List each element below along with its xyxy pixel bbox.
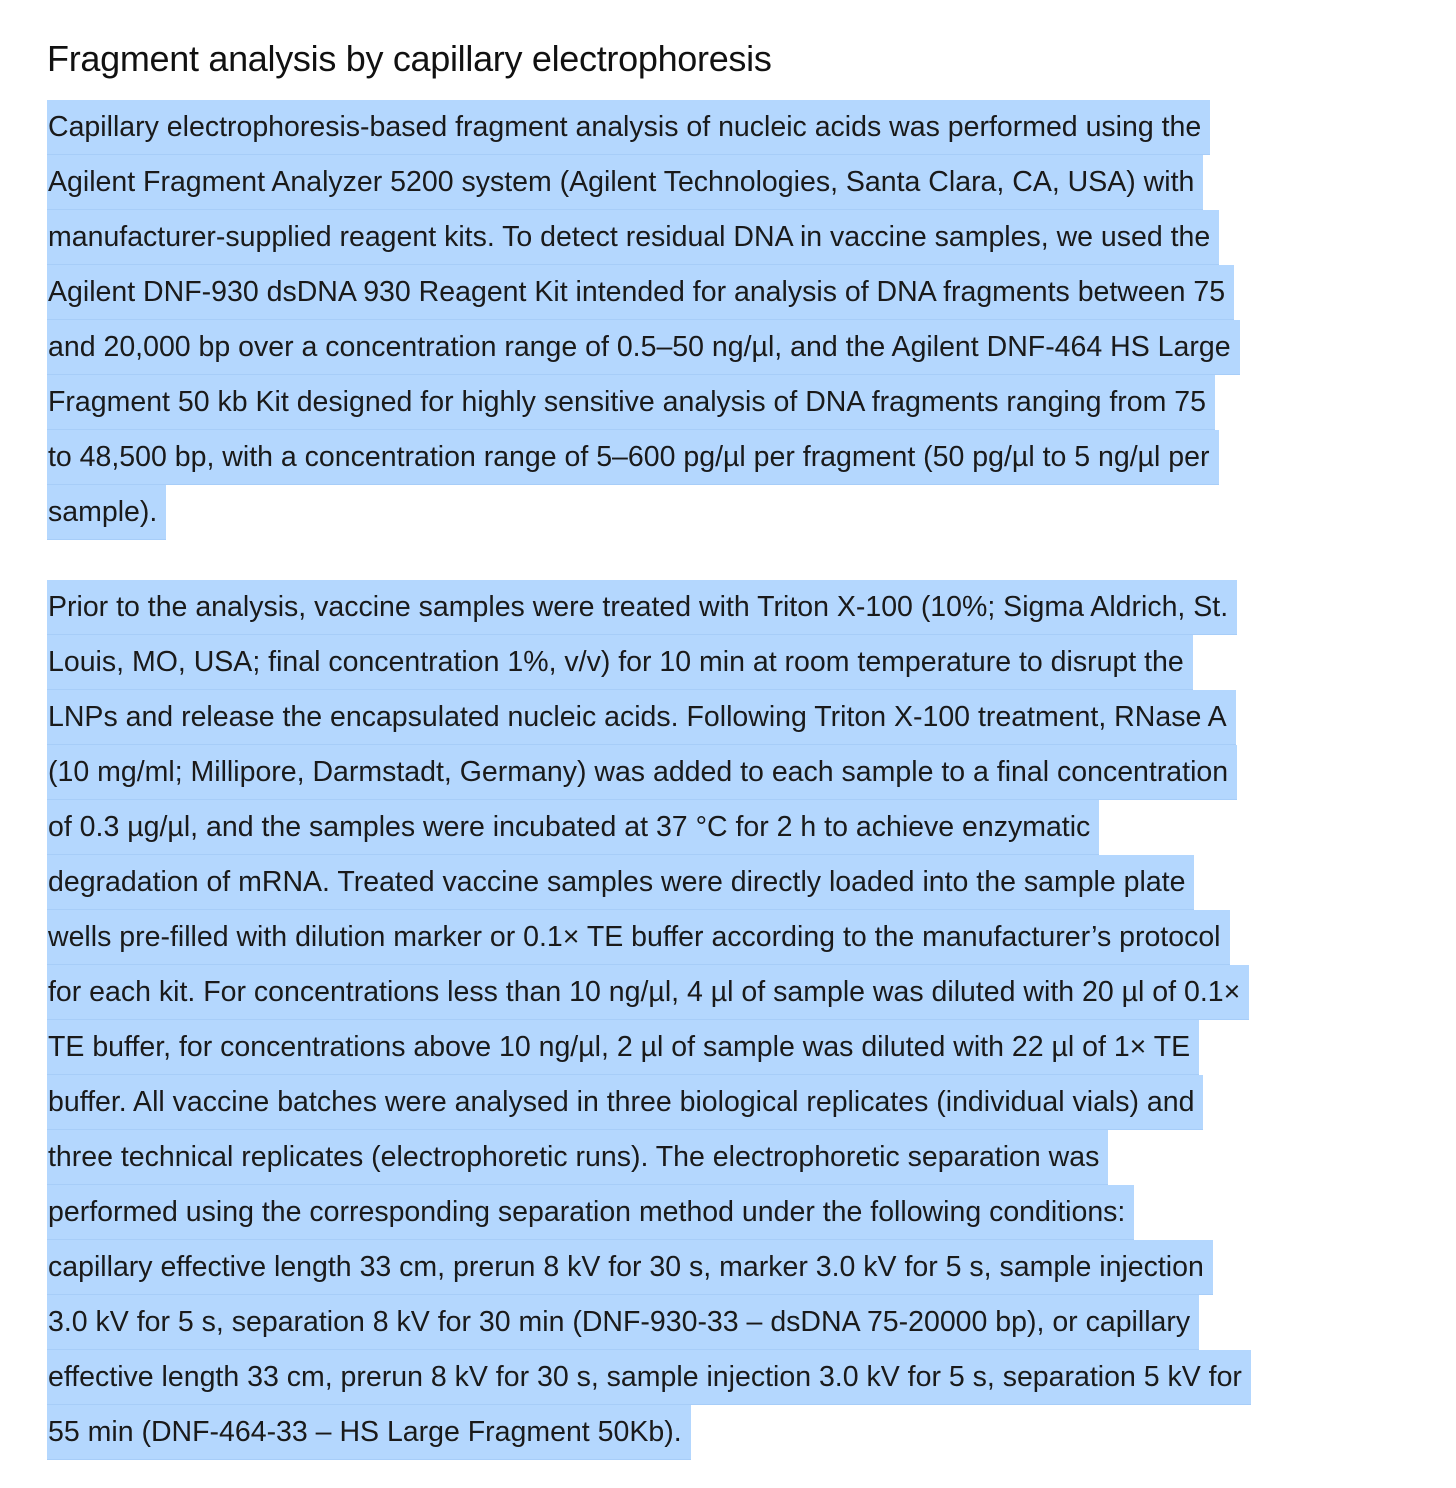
text-line[interactable]: TE buffer, for concentrations above 10 ng/µl, 2 µl of sample was diluted with 22 µl of 1× TE [47, 1020, 1199, 1075]
text-line[interactable]: degradation of mRNA. Treated vaccine samples were directly loaded into the sample plate [47, 855, 1194, 910]
text-line[interactable]: for each kit. For concentrations less than 10 ng/µl, 4 µl of sample was diluted with 20 µl of 0.1× [47, 965, 1249, 1020]
text-line[interactable]: capillary effective length 33 cm, prerun 8 kV for 30 s, marker 3.0 kV for 5 s, sample injection [47, 1240, 1213, 1295]
paragraph-1[interactable] [47, 100, 1367, 540]
text-line[interactable]: effective length 33 cm, prerun 8 kV for 30 s, sample injection 3.0 kV for 5 s, separation 5 kV for [47, 1350, 1251, 1405]
text-line[interactable]: 55 min (DNF-464-33 – HS Large Fragment 50Kb). [47, 1405, 691, 1460]
text-line[interactable]: Louis, MO, USA; final concentration 1%, v/v) for 10 min at room temperature to disrupt the [47, 635, 1193, 690]
text-line[interactable]: Agilent DNF-930 dsDNA 930 Reagent Kit intended for analysis of DNA fragments between 75 [47, 265, 1234, 320]
text-line[interactable]: Fragment 50 kb Kit designed for highly sensitive analysis of DNA fragments ranging from 75 [47, 375, 1215, 430]
text-line[interactable]: manufacturer-supplied reagent kits. To detect residual DNA in vaccine samples, we used the [47, 210, 1219, 265]
text-line[interactable]: and 20,000 bp over a concentration range of 0.5–50 ng/µl, and the Agilent DNF-464 HS Large [47, 320, 1240, 375]
text-line[interactable]: wells pre-filled with dilution marker or 0.1× TE buffer according to the manufacturer’s protocol [47, 910, 1230, 965]
text-line[interactable]: buffer. All vaccine batches were analysed in three biological replicates (individual vials) and [47, 1075, 1203, 1130]
text-line[interactable]: LNPs and release the encapsulated nucleic acids. Following Triton X-100 treatment, RNase A [47, 690, 1236, 745]
text-line[interactable]: sample). [47, 485, 166, 540]
section-title: Fragment analysis by capillary electrophoresis [47, 38, 772, 79]
text-line[interactable]: of 0.3 µg/µl, and the samples were incubated at 37 °C for 2 h to achieve enzymatic [47, 800, 1099, 855]
text-line[interactable]: Capillary electrophoresis-based fragment analysis of nucleic acids was performed using the [47, 100, 1210, 155]
text-line[interactable]: Agilent Fragment Analyzer 5200 system (Agilent Technologies, Santa Clara, CA, USA) with [47, 155, 1203, 210]
paragraph-2[interactable] [47, 580, 1367, 1460]
text-line[interactable]: Prior to the analysis, vaccine samples were treated with Triton X-100 (10%; Sigma Aldrich, St. [47, 580, 1237, 635]
text-line[interactable]: performed using the corresponding separation method under the following conditions: [47, 1185, 1134, 1240]
text-line[interactable]: to 48,500 bp, with a concentration range of 5–600 pg/µl per fragment (50 pg/µl to 5 ng/µl per [47, 430, 1219, 485]
text-line[interactable]: (10 mg/ml; Millipore, Darmstadt, Germany) was added to each sample to a final concentration [47, 745, 1237, 800]
text-line[interactable]: three technical replicates (electrophoretic runs). The electrophoretic separation was [47, 1130, 1108, 1185]
text-line[interactable]: 3.0 kV for 5 s, separation 8 kV for 30 min (DNF-930-33 – dsDNA 75-20000 bp), or capillary [47, 1295, 1199, 1350]
